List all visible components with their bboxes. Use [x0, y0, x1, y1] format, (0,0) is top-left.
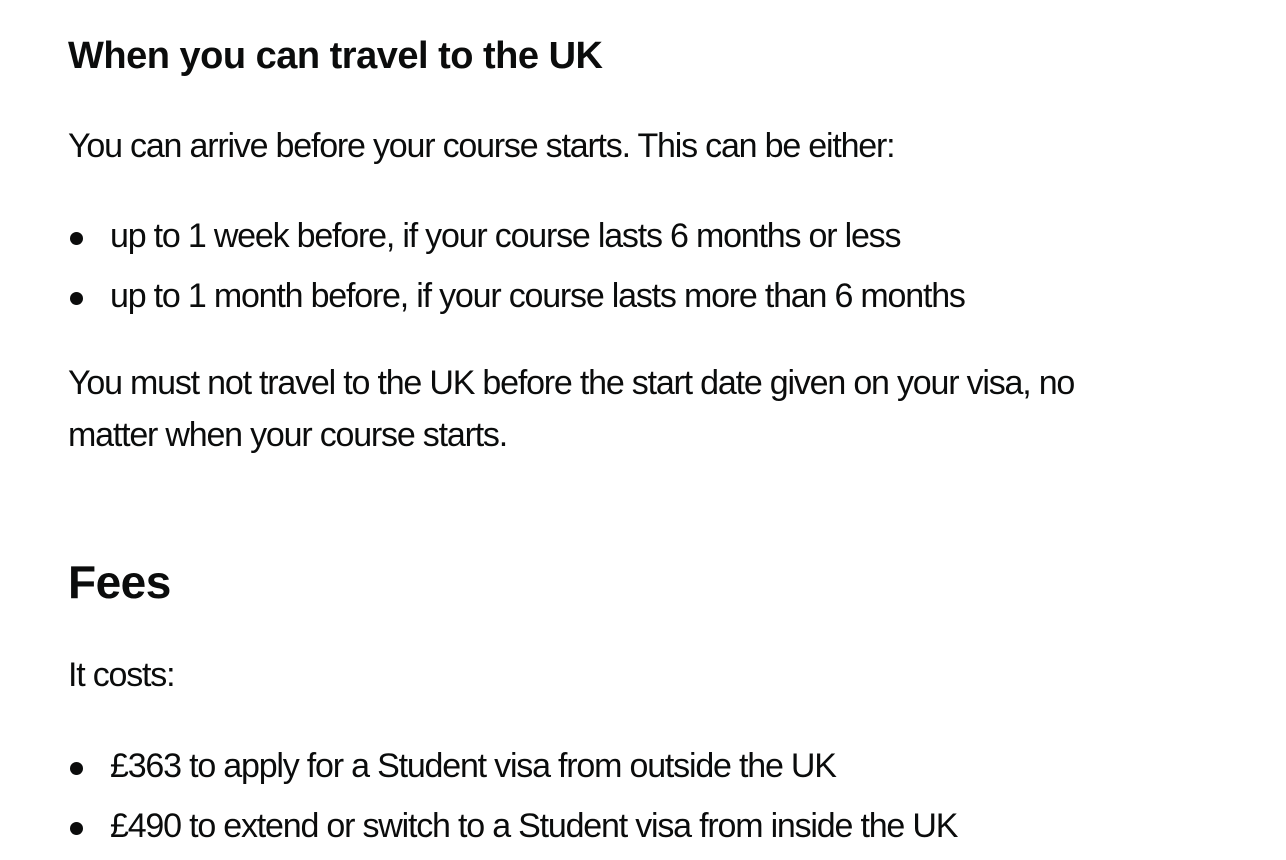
list-item-text: £490 to extend or switch to a Student visa from inside the UK: [110, 807, 958, 845]
fees-section: [68, 557, 1246, 852]
list-item-text: £363 to apply for a Student visa from outside the UK: [110, 747, 836, 785]
list-item-text: up to 1 month before, if your course lasts more than 6 months: [110, 277, 965, 315]
travel-note-paragraph: [68, 357, 1246, 461]
fees-section-heading: Fees: [68, 556, 171, 608]
bullet-icon: [70, 762, 83, 775]
travel-section-heading: When you can travel to the UK: [68, 35, 603, 77]
paragraph-line: You must not travel to the UK before the start date given on your visa, no: [68, 364, 1075, 402]
travel-section: [68, 32, 1246, 461]
bullet-icon: [70, 292, 83, 305]
list-item: [68, 740, 1246, 792]
bullet-icon: [70, 822, 83, 835]
paragraph-line: matter when your course starts.: [68, 416, 507, 454]
list-item-text: up to 1 week before, if your course lasts 6 months or less: [110, 217, 901, 255]
list-item: [68, 210, 1246, 262]
fees-bullet-list: [68, 740, 1246, 852]
list-item: [68, 270, 1246, 322]
fees-intro-paragraph: It costs:: [68, 656, 175, 694]
travel-intro-paragraph: You can arrive before your course starts. This can be either:: [68, 127, 895, 165]
list-item: [68, 800, 1246, 852]
bullet-icon: [70, 232, 83, 245]
travel-bullet-list: [68, 210, 1246, 322]
